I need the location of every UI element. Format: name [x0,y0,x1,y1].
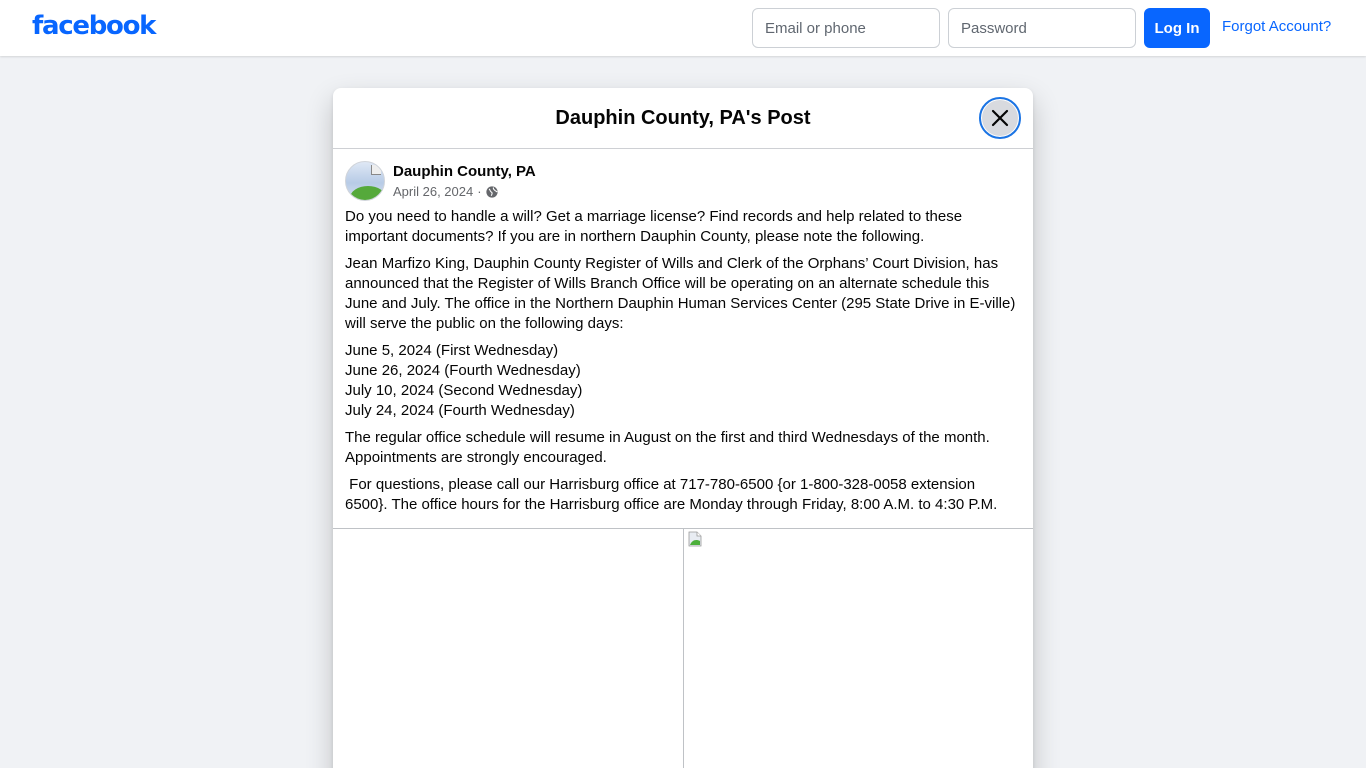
schedule-list [345,341,1021,421]
page-name-link[interactable]: Dauphin County, PA [393,163,536,180]
meta-separator: · [477,184,482,199]
login-button[interactable]: Log In [1144,8,1210,48]
media-image-right[interactable] [685,529,1033,768]
post-paragraph: Jean Marfizo King, Dauphin County Register of Wills and Clerk of the Orphans’ Court Division, has announced that the Register of Wills Branch Office will be operating on an alternate schedule this June and July. The office in the Northern Dauphin Human Services Center (295 State Drive in E-ville) will serve the public on the following days: [345,255,1016,332]
dialog-title: Dauphin County, PA's Post [555,107,811,129]
schedule-item: July 24, 2024 (Fourth Wednesday) [345,402,575,419]
broken-image-icon [687,531,703,547]
schedule-item: June 5, 2024 (First Wednesday) [345,342,559,359]
top-navbar [0,0,1366,56]
schedule-item: July 10, 2024 (Second Wednesday) [345,382,583,399]
globe-icon [486,186,498,198]
post-meta [393,184,498,199]
post-paragraph: Do you need to handle a will? Get a marriage license? Find records and help related to these important documents? If you are in northern Dauphin County, please note the following. [345,208,963,245]
post-paragraph: The regular office schedule will resume in August on the first and third Wednesdays of the month. Appointments are strongly encouraged. [345,429,990,466]
post-media [333,528,1033,768]
avatar[interactable] [345,161,385,201]
post-header [333,149,1033,207]
forgot-account-link[interactable]: Forgot Account? [1222,18,1332,35]
password-input[interactable] [948,8,1136,48]
post-date-link[interactable]: April 26, 2024 [393,184,474,199]
media-image-left[interactable] [333,529,684,768]
broken-image-icon [371,165,381,175]
post-paragraph: For questions, please call our Harrisburg office at 717-780-6500 {or 1-800-328-0058 extension 6500}. The office hours for the Harrisburg office are Monday through Friday, 8:00 A.M. to 4:30 P.M. [345,476,998,513]
close-icon [990,108,1010,128]
email-input[interactable] [752,8,940,48]
schedule-item: June 26, 2024 (Fourth Wednesday) [345,362,581,379]
dialog-header [333,88,1033,149]
post-text [333,207,1033,515]
post-dialog [333,88,1033,768]
close-button[interactable] [979,97,1021,139]
facebook-logo[interactable]: facebook [32,11,156,41]
